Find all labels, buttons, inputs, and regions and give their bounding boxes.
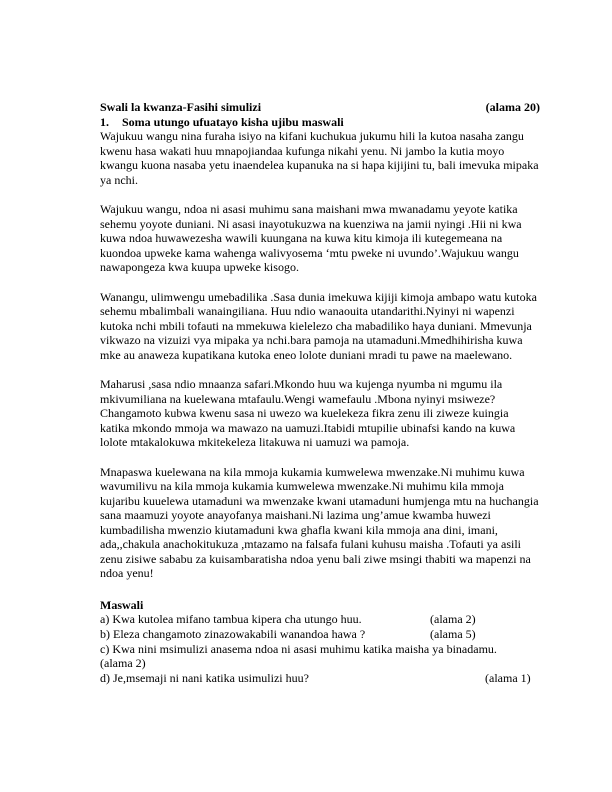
passage-paragraph-1: Wajukuu wangu nina furaha isiyo na kifani kuchukua jukumu hili la kutoa nasaha zangu kwenu hasa wakati huu mnapojiandaa kufunga nikahi yenu. Ni jambo la kutia moyo kwangu kuona nasaba yetu inaendelea kupanuka na si hapa kijijini tu, bali imevuka mipaka ya nchi. [100, 129, 539, 187]
question-marks-c: (alama 2) [100, 656, 146, 671]
question-item-d [100, 671, 540, 686]
question-number: 1. [100, 114, 109, 129]
instruction-row [100, 115, 540, 130]
question-text-d: d) Je,msemaji ni nani katika usimulizi huu? [100, 670, 309, 685]
instruction-text: Soma utungo ufuatayo kisha ujibu maswali [122, 114, 344, 129]
questions-heading: Maswali [100, 597, 144, 612]
question-item-c [100, 642, 540, 671]
exam-title-row [100, 100, 540, 115]
question-marks-a: (alama 2) [430, 612, 476, 627]
passage-paragraph-5: Mnapaswa kuelewana na kila mmoja kukamia kumwelewa mwenzake.Ni muhimu kuwa wavumilivu na kila mmoja kukamia kumwelewa mwenzake.Ni muhimu kila mmoja kujaribu kuuelewa utamaduni wa mwenzake kwani utamaduni humjenga mtu na huchangia sana maamuzi yoyote anayofanya maishani.Ni lazima ung’amue kwamba huwezi kumbadilisha mwenzio kiutamaduni kwa ghafla kwani kila mmoja ana dini, imani, ada,,chakula anachokitukuza ,mtazamo na falsafa fulani kuhusu maisha .Tofauti ya asili zenu zisiwe sababu za kuisambaratisha ndoa yenu bali ziwe msingi thabiti wa mapenzi na ndoa yenu! [100, 464, 539, 581]
passage-paragraph-4: Maharusi ,sasa ndio mnaanza safari.Mkondo huu wa kujenga nyumba ni mgumu ila mkivumiliana na kuelewana mtafaulu.Wengi wamefaulu .Mbona nyinyi msiweze?Changamoto kubwa kwenu sasa ni uwezo wa kuelekeza fikra zenu ili ziweze kuingia katika mkondo mmoja wa mawazo na uamuzi.Itabidi mtupilie ubinafsi kando na kuwa lolote mtakalokuwa mkitekeleza litakuwa ni uamuzi wa pamoja. [100, 377, 516, 450]
exam-page [100, 100, 540, 685]
exam-title: Swali la kwanza-Fasihi simulizi [100, 100, 262, 114]
question-item-b [100, 627, 540, 642]
question-text-c: c) Kwa nini msimulizi anasema ndoa ni asasi muhimu katika maisha ya binadamu. [100, 641, 497, 656]
passage-paragraph-2: Wajukuu wangu, ndoa ni asasi muhimu sana maishani mwa mwanadamu yeyote katika sehemu yoyote duniani. Ni asasi inayotukuzwa na kuenziwa na jamii nyingi .Hii ni kwa kuwa ndoa huwawezesha wawili kuungana na kuwa kitu kimoja ili kutegemeana na kuondoa upweke kama wahenga walivyosema ‘mtu pweke ni uvundo’.Wajukuu wangu nawapongeza kwa kuupa upweke kisogo. [100, 202, 522, 275]
question-marks-d: (alama 1) [485, 670, 531, 685]
question-marks-b: (alama 5) [430, 626, 476, 641]
question-text-b: b) Eleza changamoto zinazowakabili wanandoa hawa ? [100, 626, 366, 641]
passage-paragraph-3: Wanangu, ulimwengu umebadilika .Sasa dunia imekuwa kijiji kimoja ambapo watu kutoka sehemu mbalimbali wanaingiliana. Huu ndio wanaouita utandarithi.Nyinyi ni wapenzi kutoka nchi mbili tofauti na mmekuwa kielelezo cha mabadiliko haya duniani. Mmevunja vikwazo na vizuizi vya mipaka ya nchi.bara pamoja na utamaduni.Mmedhihirisha kuwa mke au anaweza kupatikana kutoka eneo lolote duniani mradi tu pawe na maelewano. [100, 289, 537, 362]
question-text-a: a) Kwa kutolea mifano tambua kipera cha utungo huu. [100, 612, 362, 627]
question-item-a [100, 612, 540, 627]
exam-total-marks: (alama 20) [485, 100, 540, 114]
